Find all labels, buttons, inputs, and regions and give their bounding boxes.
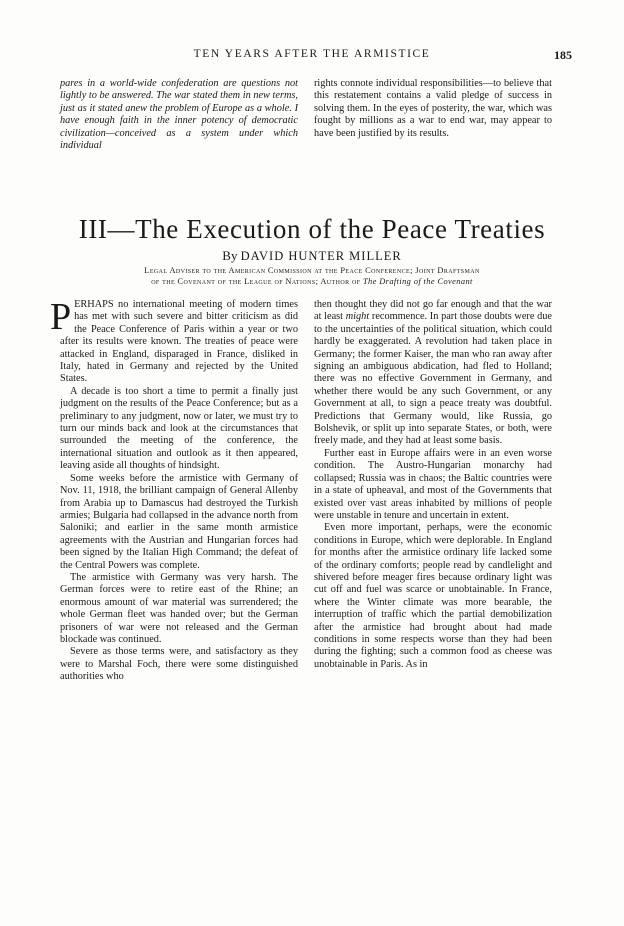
article-paragraph: Some weeks before the armistice with Germany of Nov. 11, 1918, the brilliant campaign of General Allenby from Arabia up to Damascus had destroyed the Turkish armies; Bulgaria had collapsed in the advance north from Saloniki; and earlier in the same month armistice agreements with the Austrian and Hungarian forces had been signed by the Italian High Command; the defeat of the Central Powers was complete. (60, 472, 298, 571)
byline-by: By (222, 248, 238, 263)
affiliation-line-2 (40, 276, 584, 287)
article-paragraph: Even more important, perhaps, were the economic conditions in Europe, which were deplorable. In England for months after the armistice ordinary life lacked some of the ordinary comforts; people read by candlelight and shivered before meager fires because ordinary light was cut off and fuel was scarce or unobtainable. In France, where the Winter climate was more bearable, the interruption of traffic which the partial demobilization after the armistice had brought about had made conditions in some respects worse than they had been during the fighting; such a common food as cheese was unobtainable in Paris. As in (314, 522, 552, 670)
article-paragraph: Further east in Europe affairs were in an even worse condition. The Austro-Hungarian monarchy had collapsed; Russia was in chaos; the Baltic countries were in a state of upheaval, and most of the Governments that existed over vast areas inhabited by millions of people were unstable in tenure and uncertain in extent. (314, 447, 552, 521)
prev-article-right-text: rights connote individual responsibilities—to believe that this restatement contains a valid pledge of success in solving them. In the eyes of posterity, the war, which was fought by millions as a war to end war, may appear to have been justified by its results. (314, 78, 552, 139)
affiliation-book-title: The Drafting of the Covenant (362, 277, 473, 286)
article-paragraph: Severe as those terms were, and satisfactory as they were to Marshal Foch, there were some distinguished authorities who (60, 646, 298, 683)
article-paragraph: PERHAPS no international meeting of modern times has met with such severe and bitter criticism as did the Peace Conference of Paris within a year or two after its results were known. The treaties of peace were attacked in England, disparaged in France, disliked in Italy, hated in Germany and rejected by the United States. (50, 296, 298, 385)
byline (0, 248, 624, 264)
author-name: DAVID HUNTER MILLER (240, 249, 402, 263)
prev-article-left-column (60, 78, 298, 152)
article-title: III—The Execution of the Peace Treaties (78, 214, 546, 244)
prev-article-left-text: pares in a world-wide confederation are questions not lightly to be answered. The war stated them in new terms, just as it stated anew the problem of Europe as a whole. I have enough faith in the inner potency of democratic civilization—conceived as a system under which individual (60, 78, 298, 152)
running-title: TEN YEARS AFTER THE ARMISTICE (193, 48, 431, 60)
article-left-column (50, 296, 298, 684)
running-head (0, 48, 624, 64)
affiliation-line-1: Legal Adviser to the American Commission at the Peace Conference; Joint Draftsman (144, 266, 480, 275)
article-right-column (314, 299, 552, 671)
article-paragraph: then thought they did not go far enough and that the war at least might recommence. In part those doubts were due to the uncertainties of the political situation, which could hardly be exaggerated. A revolution had taken place in Germany; the former Kaiser, the man who ran away after signing an ambiguous abdication, had fled to Holland; there was no effective Government in Germany, and whether there would be any such Government, or any Government at all, to sign a peace treaty was doubtful. Predictions that Germany would, like Russia, go Bolshevik, or split up into separate States, or both, were freely made, and they had at least some basis. (314, 299, 553, 447)
article-paragraph: A decade is too short a time to permit a finally just judgment on the results of the Peace Conference; but as a preliminary to any judgment, now or later, we must try to turn our minds back and look at the circumstances that surrounded the meeting of the conference, the international situation and outlook as it then appeared, leaving aside all thoughts of hindsight. (60, 385, 298, 472)
article-paragraph: The armistice with Germany was very harsh. The German forces were to retire east of the Rhine; an enormous amount of war material was surrendered; the whole German fleet was handed over; but the German prisoners of war were not released and the German blockade was continued. (60, 571, 298, 645)
prev-article-right-column (314, 78, 552, 140)
affiliation-line-2-text: of the Covenant of the League of Nations; Author of (151, 277, 361, 286)
author-affiliation (40, 265, 584, 287)
page-number: 185 (554, 48, 572, 62)
drop-cap: P (50, 296, 72, 338)
